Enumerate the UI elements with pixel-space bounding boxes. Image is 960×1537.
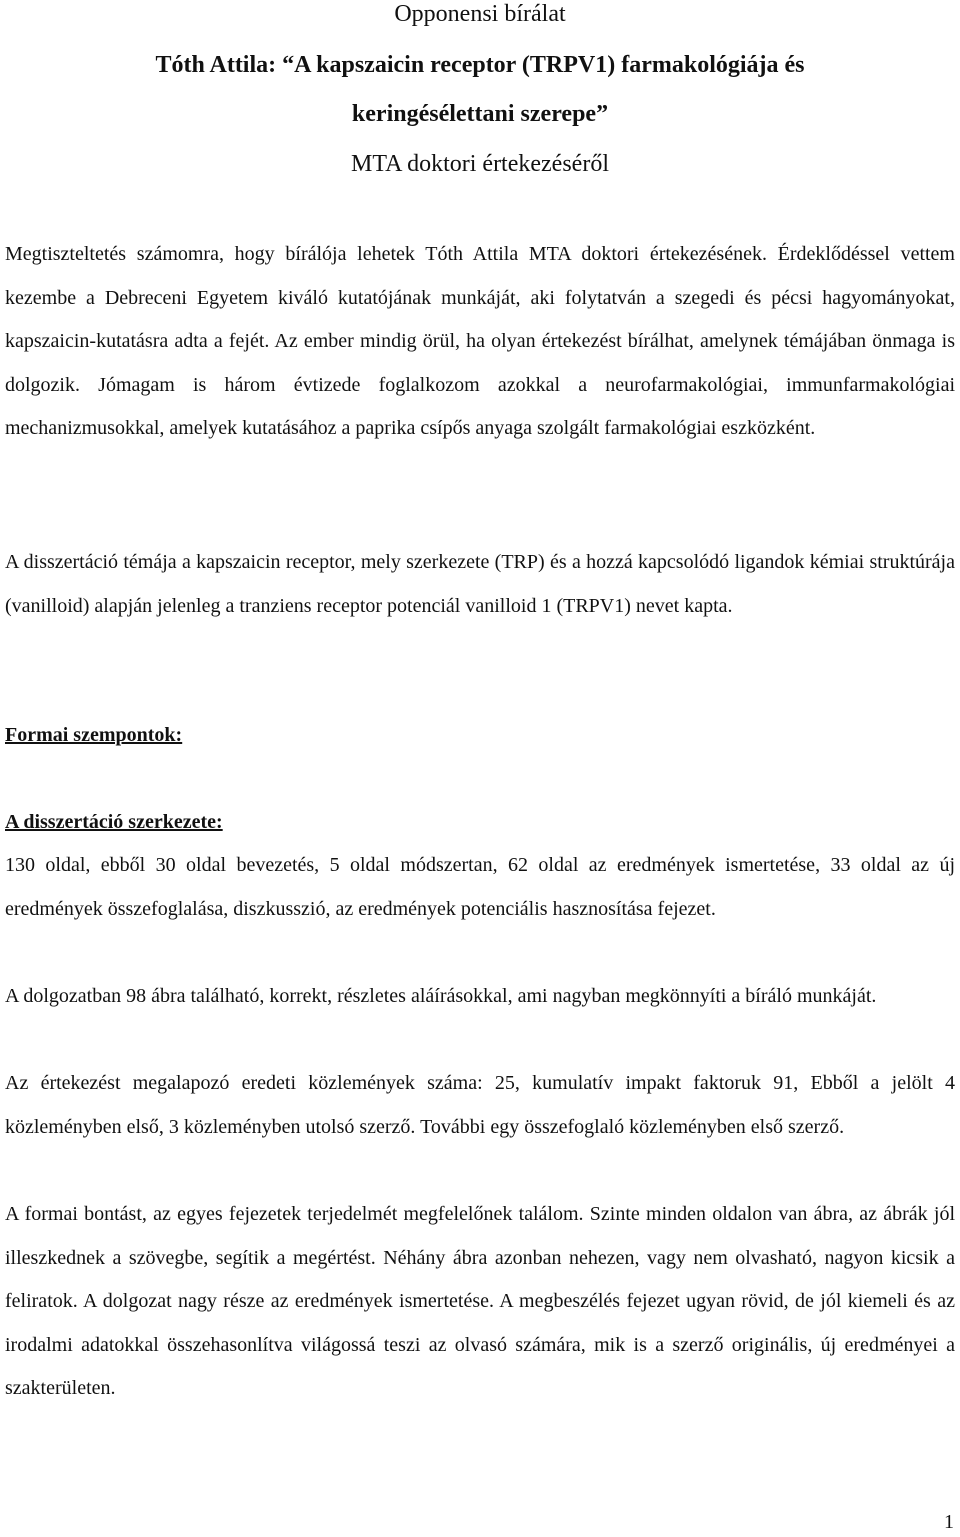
structure-paragraph-4: A formai bontást, az egyes fejezetek terjedelmét megfelelőnek találom. Szinte minden oldalon van ábra, az ábrák jól illeszkednek a szövegbe, segítik a megértést. Néhány ábra azonban nehezen, vagy nem olvasható, nagyon kicsik a feliratok. A dolgozat nagy része az eredmények ismertetése. A megbeszélés fejezet ugyan rövid, de jól kiemeli és az irodalmi adatokkal összehasonlítva világossá teszi az olvasó számára, mik is a szerző originális, új eredményei a szakterületen. (5, 1203, 955, 1399)
intro-paragraph-2: A disszertáció témája a kapszaicin receptor, mely szerkezete (TRP) és a hozzá kapcsolódó ligandok kémiai struktúrája (vanilloid) alapján jelenleg a tranziens receptor potenciál vanilloid 1 (TRPV1) nevet kapta. (5, 551, 955, 617)
formal-aspects-heading: Formai szempontok: (5, 724, 183, 746)
structure-heading: A disszertáció szerkezete: (5, 811, 223, 833)
page-number: 1 (944, 1511, 954, 1533)
dissertation-title-line-2: keringésélettani szerepe” (351, 101, 609, 127)
dissertation-subtitle: MTA doktori értekezéséről (351, 151, 609, 177)
structure-paragraph-2: A dolgozatban 98 ábra található, korrekt, részletes aláírásokkal, ami nagyban megkönnyíti a bíráló munkáját. (5, 985, 877, 1007)
dissertation-title-line-1: Tóth Attila: “A kapszaicin receptor (TRPV1) farmakológiája és (155, 52, 805, 78)
structure-paragraph-1: 130 oldal, ebből 30 oldal bevezetés, 5 oldal módszertan, 62 oldal az eredmények ismertetése, 33 oldal az új eredmények összefoglalása, diszkusszió, az eredmények potenciális hasznosítása fejezet. (5, 854, 955, 920)
intro-paragraph-1: Megtiszteltetés számomra, hogy bírálója lehetek Tóth Attila MTA doktori értekezésének. Érdeklődéssel vettem kezembe a Debreceni Egyetem kiváló kutatójának munkáját, aki folytatván a szegedi és pécsi hagyományokat, kapszaicin-kutatásra adta a fejét. Az ember mindig örül, ha olyan értekezést bírálhat, amelynek témájában önmaga is dolgozik. Jómagam is három évtizede foglalkozom azokkal a neurofarmakológiai, immunfarmakológiai mechanizmusokkal, amelyek kutatásához a paprika csípős anyaga szolgált farmakológiai eszközként. (5, 243, 955, 439)
review-title: Opponensi bírálat (394, 1, 566, 27)
structure-paragraph-3: Az értekezést megalapozó eredeti közlemények száma: 25, kumulatív impakt faktoruk 91, Ebből a jelölt 4 közleményben első, 3 közleményben utolsó szerző. További egy összefoglaló közleményben első szerző. (5, 1072, 955, 1138)
